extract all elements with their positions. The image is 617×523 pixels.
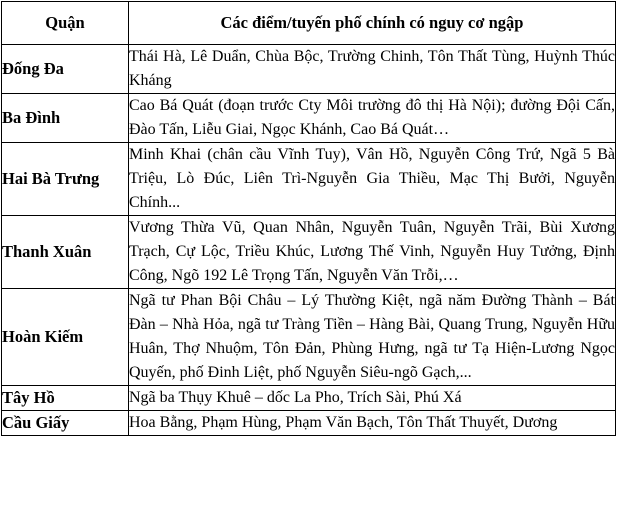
- streets-cell: Cao Bá Quát (đoạn trước Cty Môi trường đô thị Hà Nội); đường Đội Cấn, Đào Tấn, Liễu Giai, Ngọc Khánh, Cao Bá Quát…: [129, 94, 616, 143]
- district-cell: Đống Đa: [2, 45, 129, 94]
- streets-cell: Thái Hà, Lê Duẩn, Chùa Bộc, Trường Chinh, Tôn Thất Tùng, Huỳnh Thúc Kháng: [129, 45, 616, 94]
- district-cell: Hoàn Kiếm: [2, 289, 129, 386]
- district-cell: Thanh Xuân: [2, 216, 129, 289]
- district-cell: Hai Bà Trưng: [2, 143, 129, 216]
- table-row: [2, 45, 616, 94]
- table-header-row: [2, 2, 616, 45]
- district-cell: Ba Đình: [2, 94, 129, 143]
- streets-cell: Vương Thừa Vũ, Quan Nhân, Nguyễn Tuân, Nguyễn Trãi, Bùi Xương Trạch, Cự Lộc, Triều Khúc, Lương Thế Vinh, Nguyễn Huy Tưởng, Định Công, Ngõ 192 Lê Trọng Tấn, Nguyễn Văn Trỗi,…: [129, 216, 616, 289]
- streets-cell: Ngã ba Thụy Khuê – dốc La Pho, Trích Sài, Phú Xá: [129, 386, 616, 411]
- streets-cell: Hoa Bằng, Phạm Hùng, Phạm Văn Bạch, Tôn Thất Thuyết, Dương: [129, 411, 616, 436]
- column-header-streets: Các điểm/tuyến phố chính có nguy cơ ngập: [129, 2, 616, 45]
- district-cell: Cầu Giấy: [2, 411, 129, 436]
- streets-cell: Ngã tư Phan Bội Châu – Lý Thường Kiệt, ngã năm Đường Thành – Bát Đàn – Nhà Hỏa, ngã tư Tràng Tiền – Hàng Bài, Quang Trung, Nguyễn Hữu Huân, Thợ Nhuộm, Tôn Đản, Phùng Hưng, ngã tư Tạ Hiện-Lương Ngọc Quyến, phố Đinh Liệt, phố Nguyễn Siêu-ngõ Gạch,...: [129, 289, 616, 386]
- column-header-district: Quận: [2, 2, 129, 45]
- table-row: [2, 386, 616, 411]
- table-row: [2, 94, 616, 143]
- table-row: [2, 143, 616, 216]
- streets-cell: Minh Khai (chân cầu Vĩnh Tuy), Vân Hồ, Nguyễn Công Trứ, Ngã 5 Bà Triệu, Lò Đúc, Liên Trì-Nguyễn Gia Thiều, Mạc Thị Bưởi, Nguyễn Chính...: [129, 143, 616, 216]
- table-row: [2, 289, 616, 386]
- flood-risk-table: [1, 1, 616, 436]
- district-cell: Tây Hồ: [2, 386, 129, 411]
- table-row: [2, 411, 616, 436]
- table-row: [2, 216, 616, 289]
